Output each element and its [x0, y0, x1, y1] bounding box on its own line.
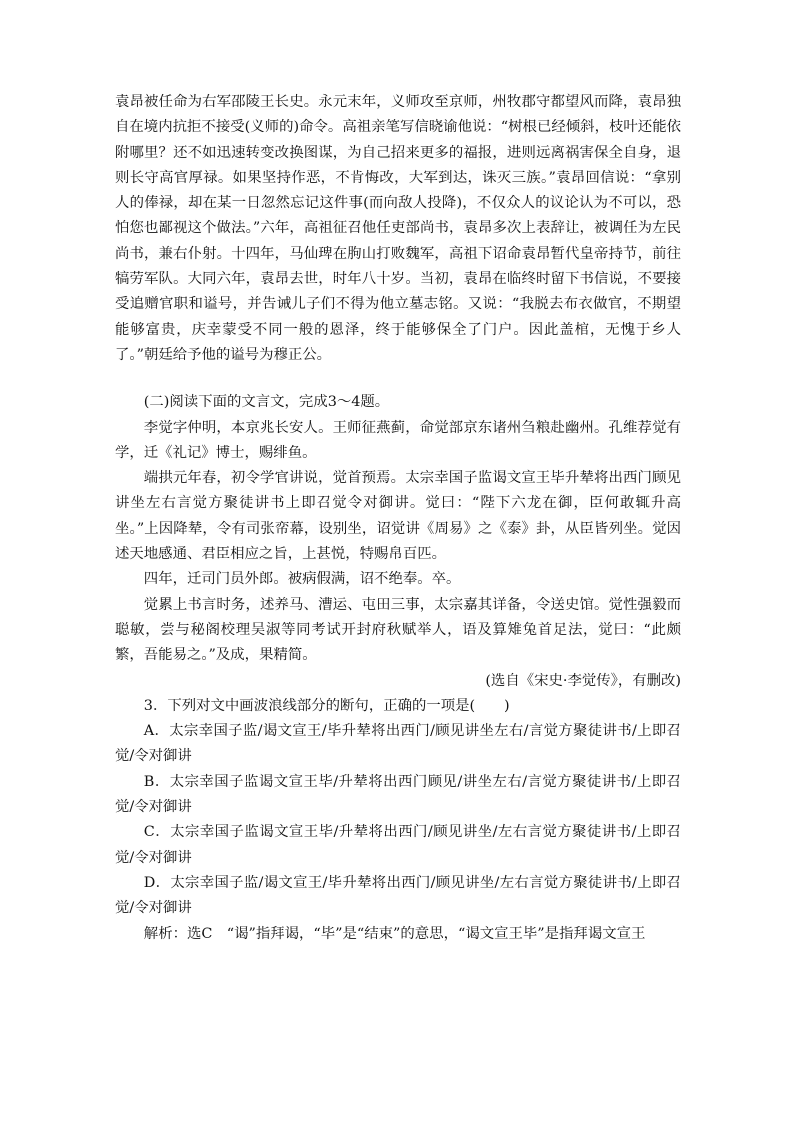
section-gap	[115, 368, 681, 390]
passage-one-text: 袁昂被任命为右军邵陵王长史。永元末年，义师攻至京师，州牧郡守都望风而降，袁昂独自在境内抗拒不接受(义师的)命令。高祖亲笔写信晓谕他说：“树根已经倾斜，枝叶还能依附哪里？还不如迅速转变改换图谋，为自己招来更多的福报，进则远离祸害保全自身，退则长守高官厚禄。如果坚持作恶，不肯悔改，大军到达，诛灭三族。”袁昂回信说：“拿别人的俸禄，却在某一日忽然忘记这件事(而向敌人投降)，不仅众人的议论认为不可以，恐怕您也鄙视这个做法。”六年，高祖征召他任吏部尚书，袁昂多次上表辞让，被调任为左民尚书，兼右仆射。十四年，马仙琕在朐山打败魏军，高祖下诏命袁昂暂代皇帝持节，前往犒劳军队。大同六年，袁昂去世，时年八十岁。当初，袁昂在临终时留下书信说，不要接受追赠官职和谥号，并告诫儿子们不得为他立墓志铭。又说：“我脱去布衣做官，不期望能够富贵，庆幸蒙受不同一般的恩泽，终于能够保全了门户。因此盖棺，无愧于乡人了。”朝廷给予他的谥号为穆正公。	[115, 94, 681, 363]
question-3-option-c: C．太宗幸国子监谒文宣王毕/升辇将出西门/顾见讲坐/左右言觉方聚徒讲书/上即召觉/令对御讲	[115, 824, 681, 866]
passage-two-paragraph-4: 觉累上书言时务，述养马、漕运、屯田三事，太宗嘉其详备，令送史馆。觉性强毅而聪敏，尝与秘阁校理吴淑等同考试开封府秋赋举人，语及算雉兔首足法，觉曰：“此颇繁，吾能易之。”及成，果精简。	[115, 596, 681, 664]
passage-two-paragraph-1: 李觉字仲明，本京兆长安人。王师征燕蓟，命觉部京东诸州刍粮赴幽州。孔维荐觉有学，迁《礼记》博士，赐绯鱼。	[115, 419, 681, 461]
passage-two-paragraph-2: 端拱元年春，初令学官讲说，觉首预焉。太宗幸国子监谒文宣王毕升辇将出西门顾见讲坐左右言觉方聚徒讲书上即召觉令对御讲。觉曰：“陛下六龙在御，臣何敢辄升高坐。”上因降辇，令有司张帟幕，设别坐，诏觉讲《周易》之《泰》卦，从臣皆列坐。觉因述天地感通、君臣相应之旨，上甚悦，特赐帛百匹。	[115, 470, 681, 563]
passage-source: (选自《宋史·李觉传》，有删改)	[485, 672, 681, 689]
passage-two-intro: (二)阅读下面的文言文，完成3～4题。	[143, 394, 390, 411]
question-3-option-b: B．太宗幸国子监谒文宣王毕/升辇将出西门顾见/讲坐左右/言觉方聚徒讲书/上即召觉/令对御讲	[115, 773, 681, 816]
question-3-option-a: A．太宗幸国子监/谒文宣王/毕升辇将出西门/顾见讲坐左右/言觉方聚徒讲书/上即召觉/令对御讲	[115, 723, 681, 765]
document-page	[115, 90, 681, 947]
question-3-analysis: 解析：选C “谒”指拜谒，“毕”是“结束”的意思，“谒文宣王毕”是指拜谒文宣王	[143, 925, 646, 942]
question-3-stem: 3．下列对文中画波浪线部分的断句，正确的一项是( )	[143, 697, 510, 714]
question-3-option-d: D．太宗幸国子监/谒文宣王/毕升辇将出西门/顾见讲坐/左右言觉方聚徒讲书/上即召觉/令对御讲	[115, 874, 681, 917]
passage-two-paragraph-3: 四年，迁司门员外郎。被病假满，诏不绝奉。卒。	[143, 571, 461, 588]
